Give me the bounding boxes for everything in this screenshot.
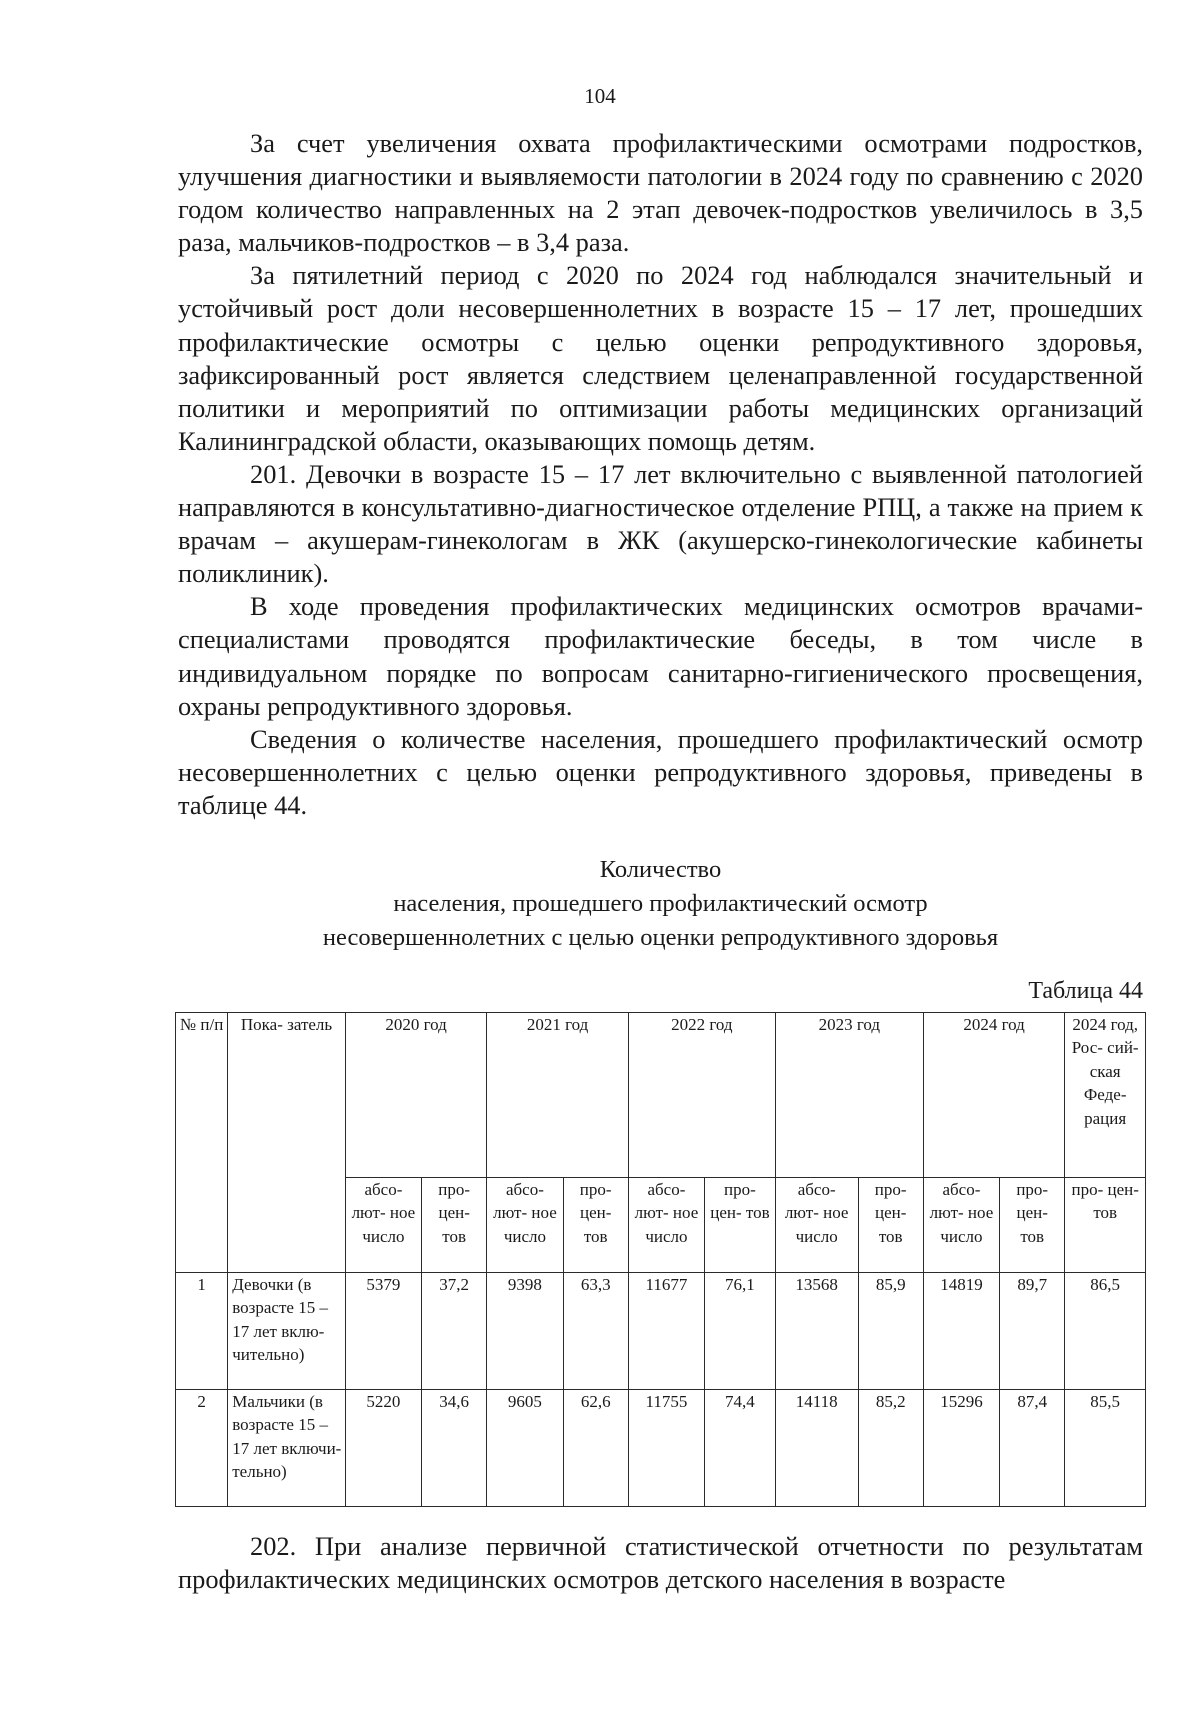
table-cell: 62,6	[563, 1390, 628, 1507]
subheader-pct: про- цен- тов	[705, 1178, 776, 1273]
paragraph: За пятилетний период с 2020 по 2024 год наблюдался значительный и устойчивый рост доли несовершеннолетних в возрасте 15 – 17 лет, прошедших профилактические осмотры с целью оценки репродуктивного здоровья, зафиксированный рост является следствием целенаправленной государственной политики и мероприятий по оптимизации работы медицинских организаций Калининградской области, оказывающих помощь детям.	[178, 260, 1143, 456]
table-cell: 86,5	[1065, 1273, 1146, 1390]
subheader-pct: про- цен- тов	[1000, 1178, 1065, 1273]
table-cell: 5220	[345, 1390, 421, 1507]
bottom-text	[178, 1530, 1143, 1596]
subheader-pct: про- цен- тов	[563, 1178, 628, 1273]
header-cell-year: 2021 год	[487, 1013, 629, 1178]
paragraph: Сведения о количестве населения, прошедшего профилактический осмотр несовершеннолетних с целью оценки репродуктивного здоровья, приведены в таблице 44.	[178, 723, 1143, 820]
header-cell-year: 2023 год	[775, 1013, 923, 1178]
body-text	[178, 127, 1143, 822]
table-cell: 9398	[487, 1273, 563, 1390]
data-table	[175, 1012, 1146, 1507]
table-cell: 63,3	[563, 1273, 628, 1390]
subheader-pct: про- цен- тов	[858, 1178, 923, 1273]
table-cell: 37,2	[422, 1273, 487, 1390]
subheader-pct: про- цен- тов	[1065, 1178, 1146, 1273]
table-cell: 85,5	[1065, 1390, 1146, 1507]
paragraph: В ходе проведения профилактических медицинских осмотров врачами-специалистами проводятся профилактические беседы, в том числе в индивидуальном порядке по вопросам санитарно-гигиенического просвещения, охраны репродуктивного здоровья.	[178, 591, 1143, 721]
header-cell-rf: 2024 год, Рос- сий- ская Феде- рация	[1065, 1013, 1146, 1178]
table-cell: 87,4	[1000, 1390, 1065, 1507]
subheader-abs: абсо- лют- ное число	[345, 1178, 421, 1273]
paragraph: 202. При анализе первичной статистической отчетности по результатам профилактических медицинских осмотров детского населения в возрасте	[178, 1531, 1143, 1595]
header-row	[176, 1013, 1146, 1178]
table-cell: 13568	[775, 1273, 858, 1390]
header-cell-year: 2020 год	[345, 1013, 487, 1178]
table-cell: 14819	[923, 1273, 999, 1390]
table-row	[176, 1390, 1146, 1507]
header-cell-year: 2022 год	[628, 1013, 775, 1178]
subheader-abs: абсо- лют- ное число	[487, 1178, 563, 1273]
row-label: Девочки (в возрасте 15 – 17 лет вклю- чительно)	[228, 1273, 346, 1390]
caption-line: несовершеннолетних с целью оценки репродуктивного здоровья	[322, 924, 999, 951]
table-cell: 15296	[923, 1390, 999, 1507]
table-cell: 74,4	[705, 1390, 776, 1507]
table-cell: 11677	[628, 1273, 704, 1390]
paragraph: За счет увеличения охвата профилактическими осмотрами подростков, улучшения диагностики и выявляемости патологии в 2024 году по сравнению с 2020 годом количество направленных на 2 этап девочек-подростков увеличилось в 3,5 раза, мальчиков-подростков – в 3,4 раза.	[178, 128, 1143, 258]
table-cell: 34,6	[422, 1390, 487, 1507]
row-label: Мальчики (в возрасте 15 – 17 лет включи- тельно)	[228, 1390, 346, 1507]
table-cell: 85,2	[858, 1390, 923, 1507]
header-cell-indicator: Пока- затель	[228, 1013, 346, 1273]
subheader-abs: абсо- лют- ное число	[775, 1178, 858, 1273]
table-caption	[178, 853, 1143, 955]
row-number: 1	[176, 1273, 228, 1390]
table-row	[176, 1273, 1146, 1390]
table-cell: 9605	[487, 1390, 563, 1507]
table-cell: 11755	[628, 1390, 704, 1507]
table-cell: 85,9	[858, 1273, 923, 1390]
header-cell-num: № п/п	[176, 1013, 228, 1273]
table-cell: 89,7	[1000, 1273, 1065, 1390]
header-cell-year: 2024 год	[923, 1013, 1065, 1178]
subheader-pct: про- цен- тов	[422, 1178, 487, 1273]
table-cell: 14118	[775, 1390, 858, 1507]
page-number: 104	[584, 84, 616, 108]
table-cell: 76,1	[705, 1273, 776, 1390]
table-label: Таблица 44	[1028, 978, 1143, 1004]
paragraph: 201. Девочки в возрасте 15 – 17 лет включительно с выявленной патологией направляются в консультативно-диагностическое отделение РПЦ, а также на прием к врачам – акушерам-гинекологам в ЖК (акушерско-гинекологические кабинеты поликлиник).	[178, 458, 1143, 589]
caption-line: Количество	[599, 856, 722, 883]
caption-line: населения, прошедшего профилактический осмотр	[393, 890, 928, 917]
subheader-abs: абсо- лют- ное число	[628, 1178, 704, 1273]
subheader-abs: абсо- лют- ное число	[923, 1178, 999, 1273]
table-cell: 5379	[345, 1273, 421, 1390]
row-number: 2	[176, 1390, 228, 1507]
